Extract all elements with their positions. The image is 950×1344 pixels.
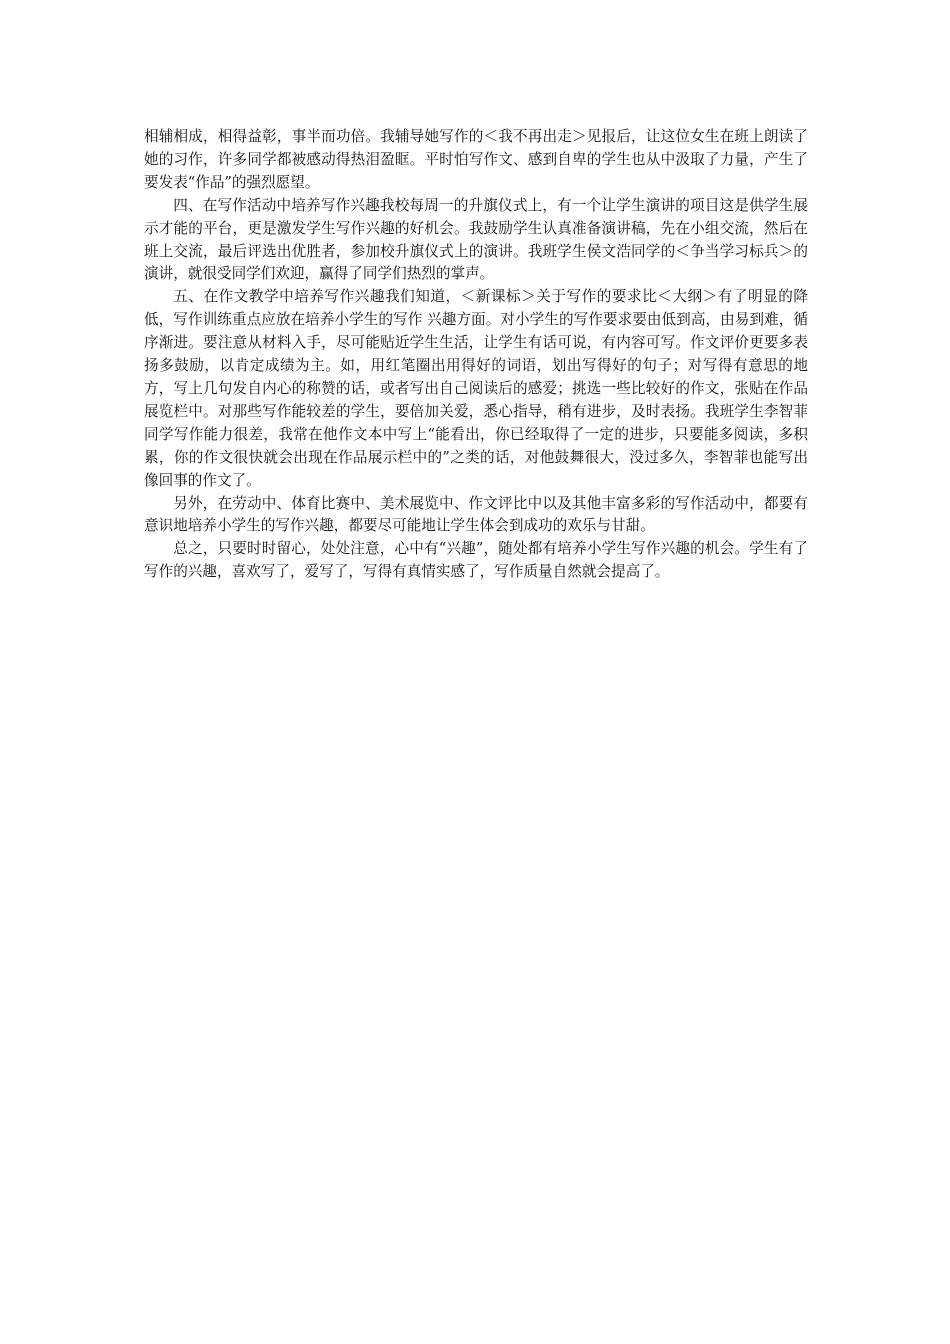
paragraph-section-five: 五、在作文教学中培养写作兴趣我们知道，＜新课标＞关于写作的要求比＜大纲＞有了明显的降低，写作训练重点应放在培养小学生的写作 兴趣方面。对小学生的写作要求要由低到高，由易到难，循序渐进。要注意从材料入手，尽可能贴近学生生活，让学生有话可说，有内容可写。作文评价更要多表扬多鼓励，以肯定成绩为主。如，用红笔圈出用得好的词语，划出写得好的句子；对写得有意思的地方，写上几句发自内心的称赞的话，或者写出自己阅读后的感爱；挑选一些比较好的作文，张贴在作品展览栏中。对那些写作能较差的学生，要倍加关爱，悉心指导，稍有进步，及时表扬。我班学生李智菲同学写作能力很差，我常在他作文本中写上“能看出，你已经取得了一定的进步，只要能多阅读，多积累，你的作文很快就会出现在作品展示栏中的”之类的话，对他鼓舞很大，没过多久，李智菲也能写出像回事的作文了。 bbox=[144, 288, 808, 489]
paragraph-conclusion: 总之，只要时时留心，处处注意，心中有“兴趣”，随处都有培养小学生写作兴趣的机会。学生有了写作的兴趣，喜欢写了，爱写了，写得有真情实感了，写作质量自然就会提高了。 bbox=[144, 540, 808, 581]
paragraph-section-four: 四、在写作活动中培养写作兴趣我校每周一的升旗仪式上，有一个让学生演讲的项目这是供学生展示才能的平台，更是激发学生写作兴趣的好机会。我鼓励学生认真准备演讲稿，先在小组交流，然后在班上交流，最后评选出优胜者，参加校升旗仪式上的演讲。我班学生侯文浩同学的＜争当学习标兵＞的演讲，就很受同学们欢迎，赢得了同学们热烈的掌声。 bbox=[144, 196, 808, 283]
paragraph-additionally: 另外，在劳动中、体育比赛中、美术展览中、作文评比中以及其他丰富多彩的写作活动中，都要有意识地培养小学生的写作兴趣，都要尽可能地让学生体会到成功的欢乐与甘甜。 bbox=[144, 494, 808, 535]
document-body bbox=[144, 126, 808, 584]
paragraph-continuation: 相辅相成，相得益彰，事半而功倍。我辅导她写作的＜我不再出走＞见报后，让这位女生在班上朗读了她的习作，许多同学都被感动得热泪盈眶。平时怕写作文、感到自卑的学生也从中汲取了力量，产生了要发表“作品”的强烈愿望。 bbox=[144, 128, 808, 191]
